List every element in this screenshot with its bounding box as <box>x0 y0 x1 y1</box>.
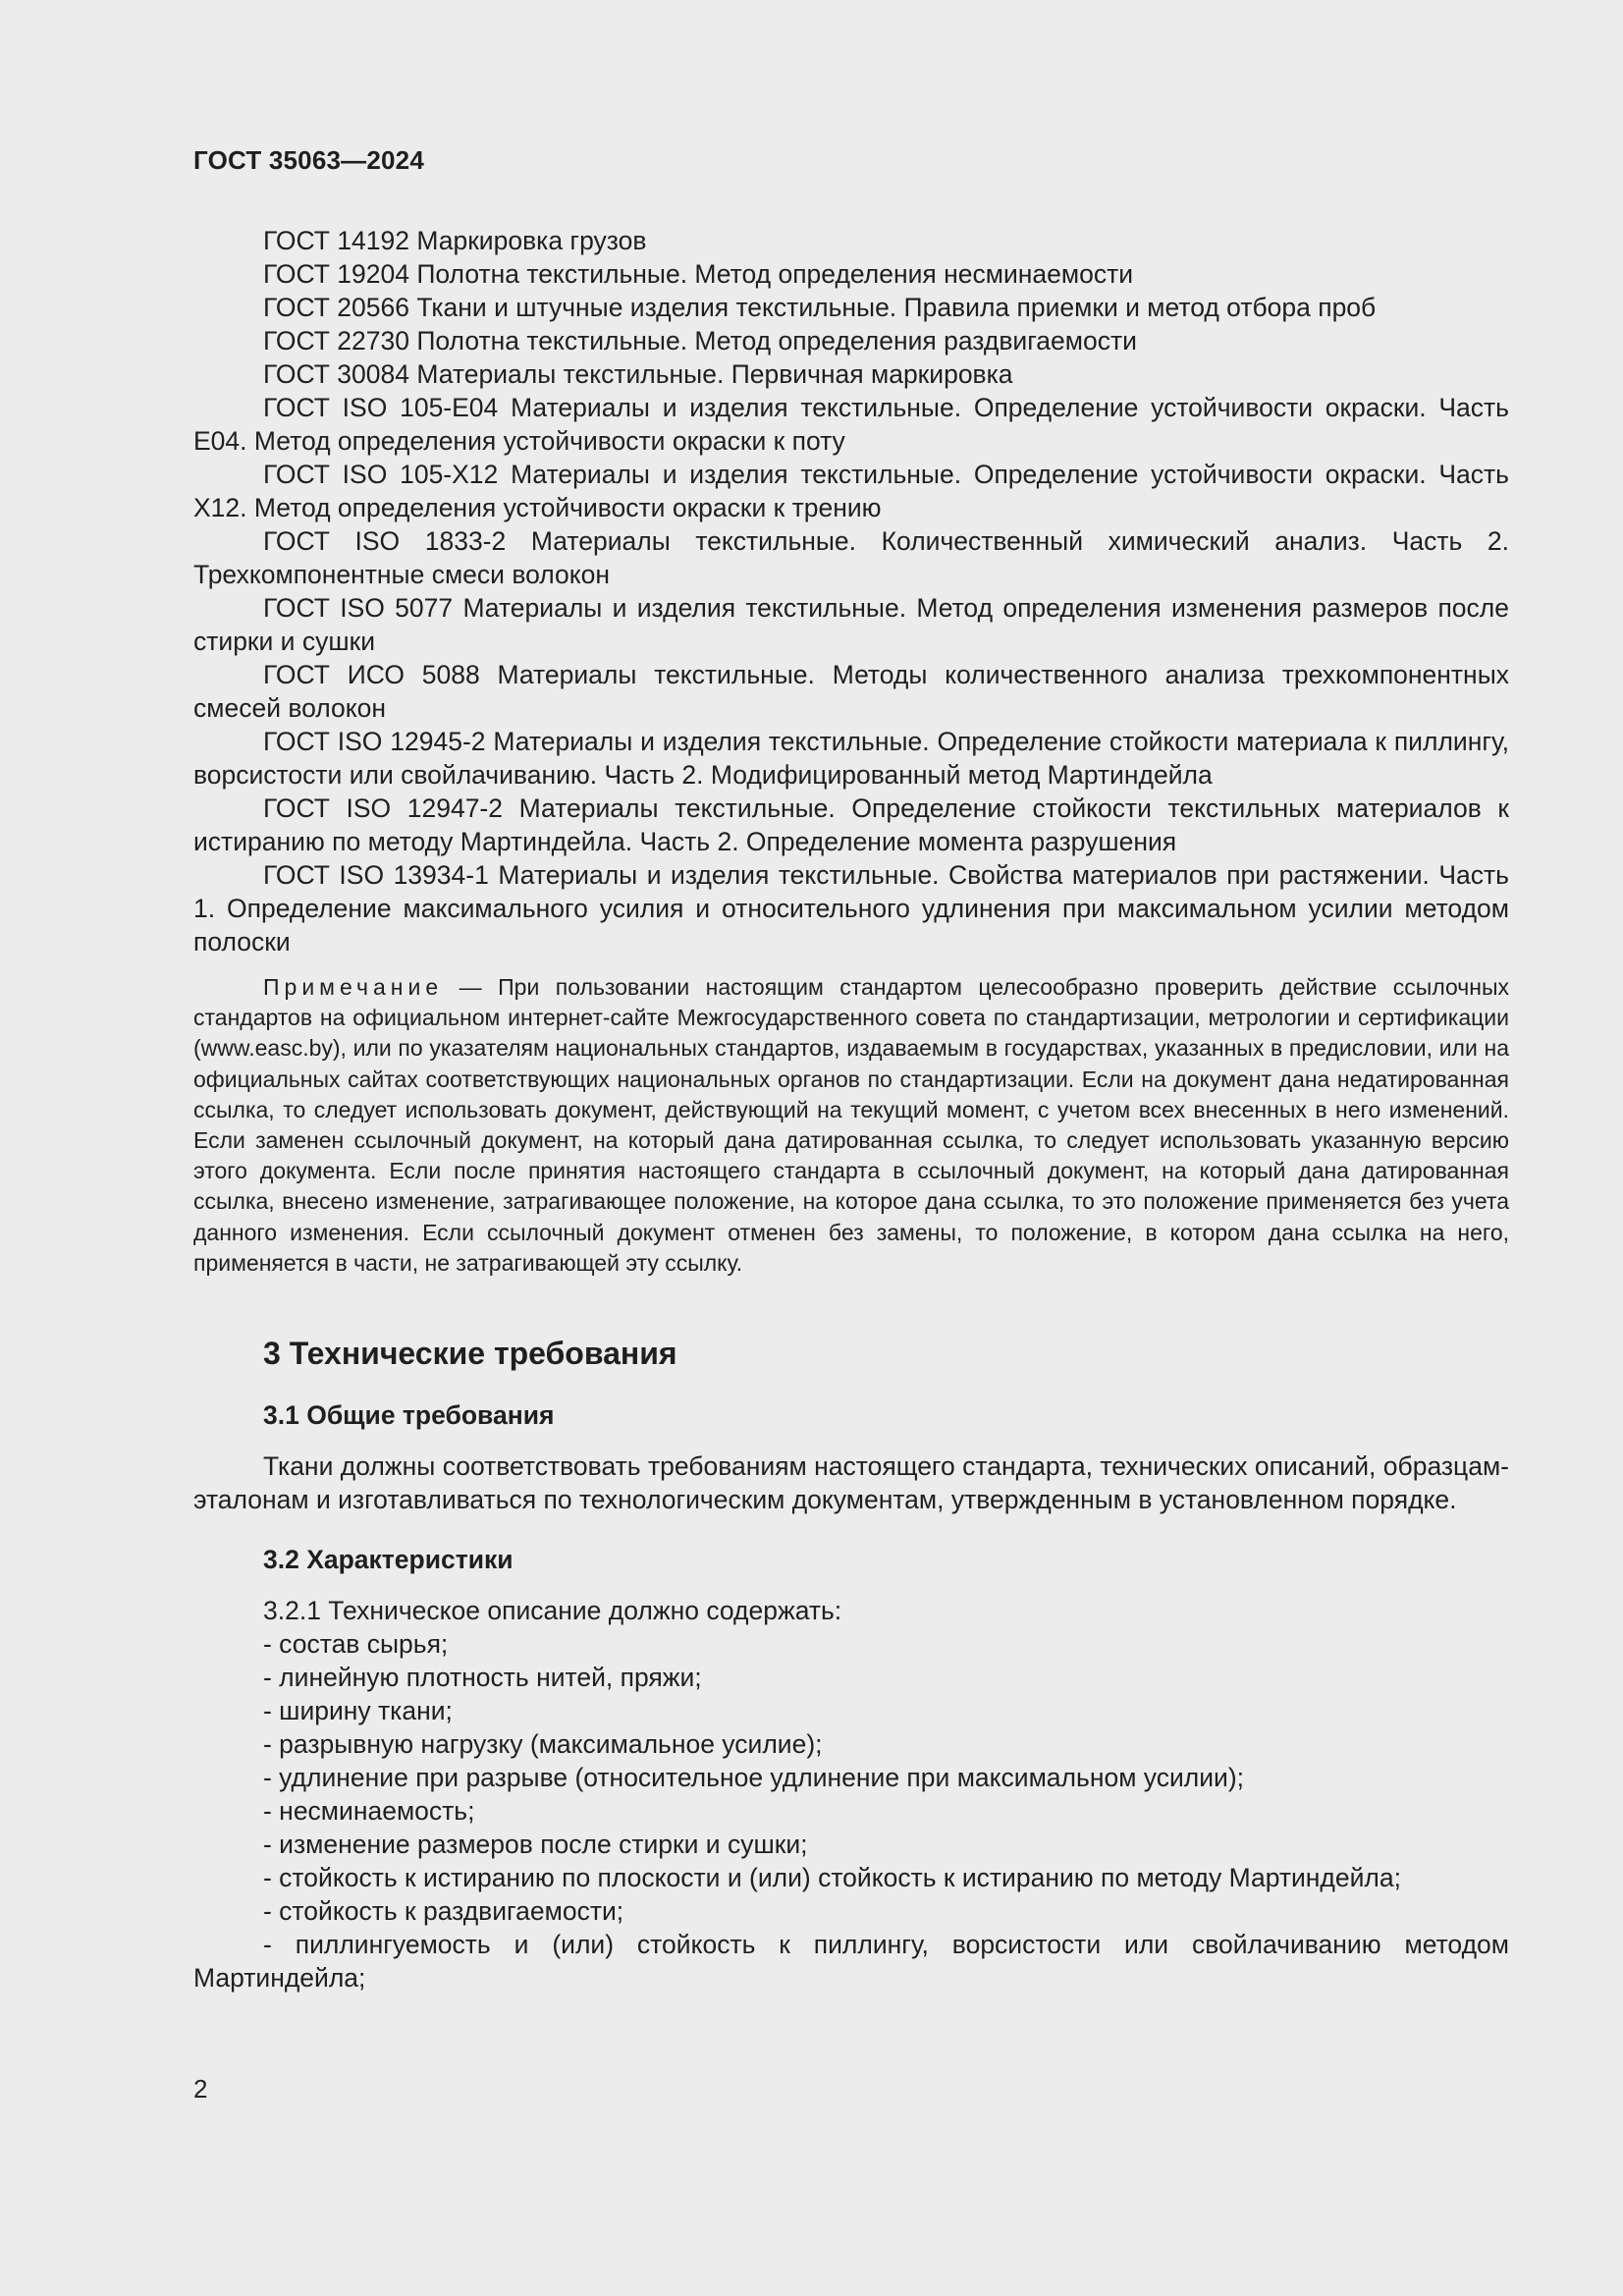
list-item: - разрывную нагрузку (максимальное усилие); <box>263 1728 823 1759</box>
list-item: - стойкость к истиранию по плоскости и (или) стойкость к истиранию по методу Мартиндейла; <box>263 1862 1401 1892</box>
clause-3-2-1: 3.2.1 Техническое описание должно содержать: <box>263 1595 842 1625</box>
reference-title: Материалы и изделия текстильные. Определение устойчивости окраски. Часть E04. Метод определения устойчивости окраски к поту <box>193 393 1509 456</box>
list-item: - состав сырья; <box>263 1628 449 1659</box>
reference-code: ГОСТ 20566 <box>263 293 409 322</box>
reference-title: Ткани и штучные изделия текстильные. Правила приемки и метод отбора проб <box>416 293 1377 322</box>
reference-entry <box>193 524 1509 591</box>
list-item: - несминаемость; <box>263 1795 475 1826</box>
reference-entry <box>193 658 1509 725</box>
document-header-id: ГОСТ 35063—2024 <box>193 145 424 175</box>
subsection-heading-general-requirements: 3.1 Общие требования <box>263 1400 555 1431</box>
reference-code: ГОСТ ISO 105-X12 <box>263 460 499 489</box>
page-number: 2 <box>193 2074 208 2104</box>
reference-title: Полотна текстильные. Метод определения несминаемости <box>416 259 1134 289</box>
subsection-heading-characteristics: 3.2 Характеристики <box>263 1544 514 1574</box>
reference-entry <box>193 725 1509 792</box>
reference-title: Материалы текстильные. Первичная маркировка <box>416 359 1013 389</box>
reference-entry <box>193 458 1509 524</box>
list-item: - линейную плотность нитей, пряжи; <box>263 1662 702 1692</box>
reference-code: ГОСТ 22730 <box>263 326 409 355</box>
reference-code: ГОСТ ISO 12945-2 <box>263 727 486 756</box>
reference-code: ГОСТ ISO 105-E04 <box>263 393 499 422</box>
reference-title: Материалы и изделия текстильные. Определение устойчивости окраски. Часть X12. Метод определения устойчивости окраски к трению <box>193 460 1509 522</box>
reference-title: Материалы текстильные. Количественный химический анализ. Часть 2. Трехкомпонентные смеси волокон <box>193 526 1510 589</box>
reference-entry <box>193 257 1509 291</box>
reference-code: ГОСТ ИСО 5088 <box>263 660 480 689</box>
list-item: - изменение размеров после стирки и сушки; <box>263 1829 808 1859</box>
list-item: - удлинение при разрыве (относительное удлинение при максимальном усилии); <box>263 1762 1245 1792</box>
reference-title: Материалы текстильные. Определение стойкости текстильных материалов к истиранию по методу Мартиндейла. Часть 2. Определение момента разрушения <box>193 793 1509 856</box>
reference-code: ГОСТ 30084 <box>263 359 409 389</box>
reference-title: Материалы и изделия текстильные. Свойства материалов при растяжении. Часть 1. Определение максимального усилия и относительного удлинения при максимальном усилии методом полоски <box>193 860 1509 957</box>
reference-entry <box>193 391 1509 458</box>
normative-references-list <box>193 224 1509 958</box>
reference-title: Материалы и изделия текстильные. Определение стойкости материала к пиллингу, ворсистости или свойлачиванию. Часть 2. Модифицированный метод Мартиндейла <box>193 727 1509 790</box>
general-requirements-text: Ткани должны соответствовать требованиям настоящего стандарта, технических описаний, образцам-эталонам и изготавливаться по технологическим документам, утвержденным в установленном порядке. <box>193 1451 1509 1515</box>
reference-entry <box>193 291 1509 324</box>
references-note <box>193 972 1509 1279</box>
document-content <box>193 224 1509 1995</box>
reference-entry <box>193 792 1509 858</box>
reference-entry <box>193 224 1509 257</box>
reference-code: ГОСТ 19204 <box>263 259 409 289</box>
reference-entry <box>193 591 1509 658</box>
reference-code: ГОСТ ISO 13934-1 <box>263 860 489 890</box>
reference-title: Маркировка грузов <box>416 226 647 255</box>
reference-title: Материалы текстильные. Методы количественного анализа трехкомпонентных смесей волокон <box>193 660 1509 723</box>
list-item: - ширину ткани; <box>263 1695 453 1725</box>
note-label: Примечание <box>263 974 444 1000</box>
reference-code: ГОСТ 14192 <box>263 226 409 255</box>
characteristics-list <box>193 1627 1509 1995</box>
reference-code: ГОСТ ISO 12947-2 <box>263 793 503 823</box>
reference-entry <box>193 858 1509 958</box>
reference-code: ГОСТ ISO 5077 <box>263 593 454 623</box>
reference-code: ГОСТ ISO 1833-2 <box>263 526 507 556</box>
reference-entry <box>193 324 1509 357</box>
reference-title: Материалы и изделия текстильные. Метод определения изменения размеров после стирки и сушки <box>193 593 1509 656</box>
list-item: - пиллингуемость и (или) стойкость к пиллингу, ворсистости или свойлачиванию методом Мартиндейла; <box>193 1929 1509 1993</box>
reference-title: Полотна текстильные. Метод определения раздвигаемости <box>416 326 1137 355</box>
section-heading-technical-requirements: 3 Технические требования <box>263 1336 677 1372</box>
reference-entry <box>193 357 1509 391</box>
list-item: - стойкость к раздвигаемости; <box>263 1895 624 1926</box>
note-text: — При пользовании настоящим стандартом целесообразно проверить действие ссылочных стандартов на официальном интернет-сайте Межгосударственного совета по стандартизации, метрологии и сертификации (www.easc.by), или по указателям национальных стандартов, издаваемым в государствах, указанных в предисловии, или на официальных сайтах соответствующих национальных органов по стандартизации. Если на документ дана недатированная ссылка, то следует использовать документ, действующий на текущий момент, с учетом всех внесенных в него изменений. Если заменен ссылочный документ, на который дана датированная ссылка, то следует использовать указанную версию этого документа. Если после принятия настоящего стандарта в ссылочный документ, на который дана датированная ссылка, внесено изменение, затрагивающее положение, на которое дана ссылка, то это положение применяется без учета данного изменения. Если ссылочный документ отменен без замены, то положение, в котором дана ссылка на него, применяется в части, не затрагивающей эту ссылку. <box>193 974 1509 1276</box>
